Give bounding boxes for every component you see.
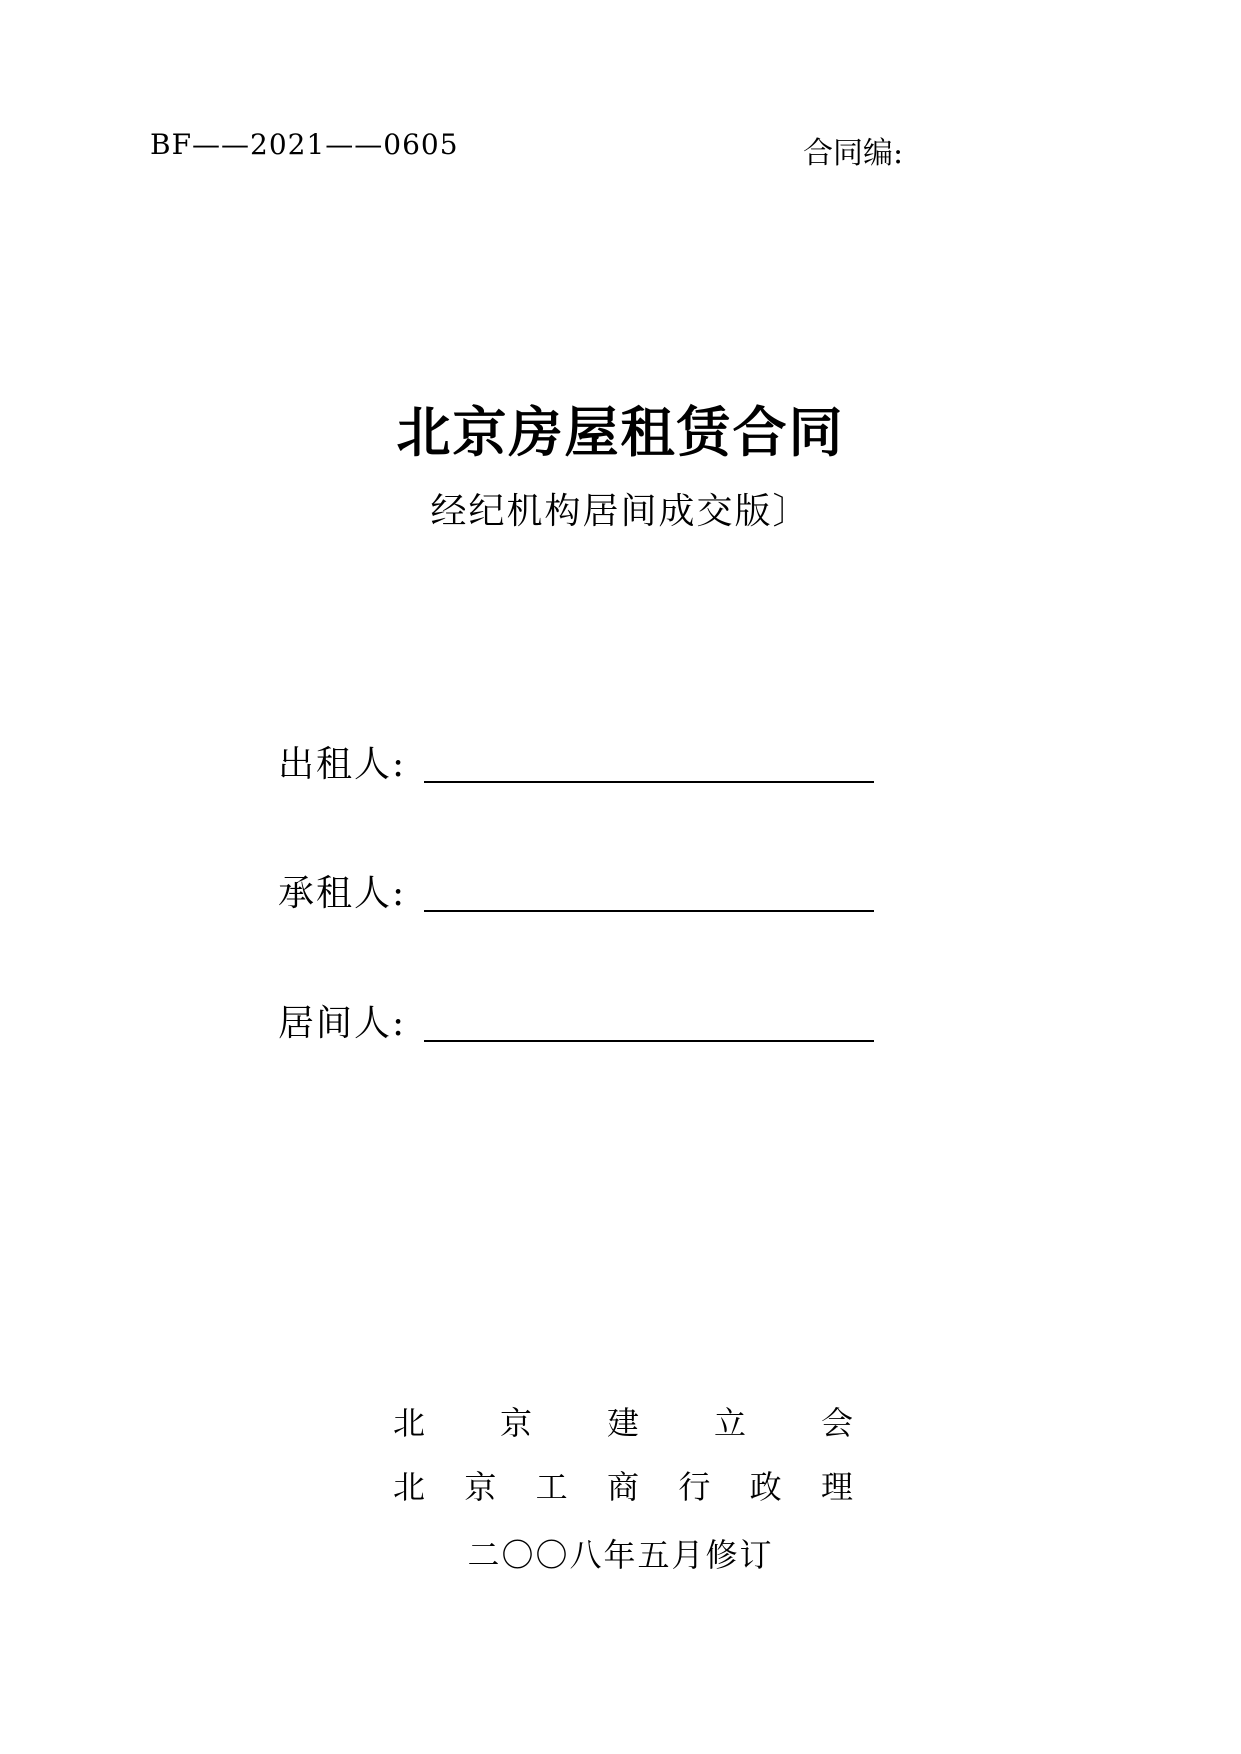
lessor-row <box>278 737 874 787</box>
issuer-1-char: 北 <box>393 1404 426 1442</box>
issuer-2-char: 理 <box>820 1468 853 1506</box>
page-subtitle: 经纪机构居间成交版〕 <box>430 491 811 532</box>
lessee-field[interactable] <box>424 910 874 912</box>
document-code: BF——2021——0605 <box>150 128 459 161</box>
issuer-1-char: 会 <box>820 1404 853 1442</box>
issuer-1-char: 建 <box>606 1404 639 1442</box>
lessor-label: 出租人: <box>278 744 407 785</box>
lessee-row <box>278 866 874 916</box>
issuer-2-char: 工 <box>535 1468 568 1506</box>
lessor-field[interactable] <box>424 781 874 783</box>
contract-number-label: 合同编: <box>803 136 904 171</box>
issuer-2-char: 政 <box>749 1468 782 1506</box>
issuer-line-2 <box>393 1462 853 1508</box>
intermediary-field[interactable] <box>424 1040 874 1042</box>
issuer-2-char: 北 <box>393 1468 426 1506</box>
issuer-2-char: 京 <box>464 1468 497 1506</box>
intermediary-label: 居间人: <box>278 1003 407 1044</box>
issuer-1-char: 京 <box>499 1404 532 1442</box>
issuer-line-1 <box>393 1398 853 1444</box>
issuer-1-char: 立 <box>713 1404 746 1442</box>
page-title: 北京房屋租赁合同 <box>396 400 845 464</box>
issuer-2-char: 商 <box>606 1468 639 1506</box>
intermediary-row <box>278 996 874 1046</box>
issuer-2-char: 行 <box>678 1468 711 1506</box>
lessee-label: 承租人: <box>278 873 407 914</box>
revision-date: 二〇〇八年五月修订 <box>467 1536 774 1574</box>
